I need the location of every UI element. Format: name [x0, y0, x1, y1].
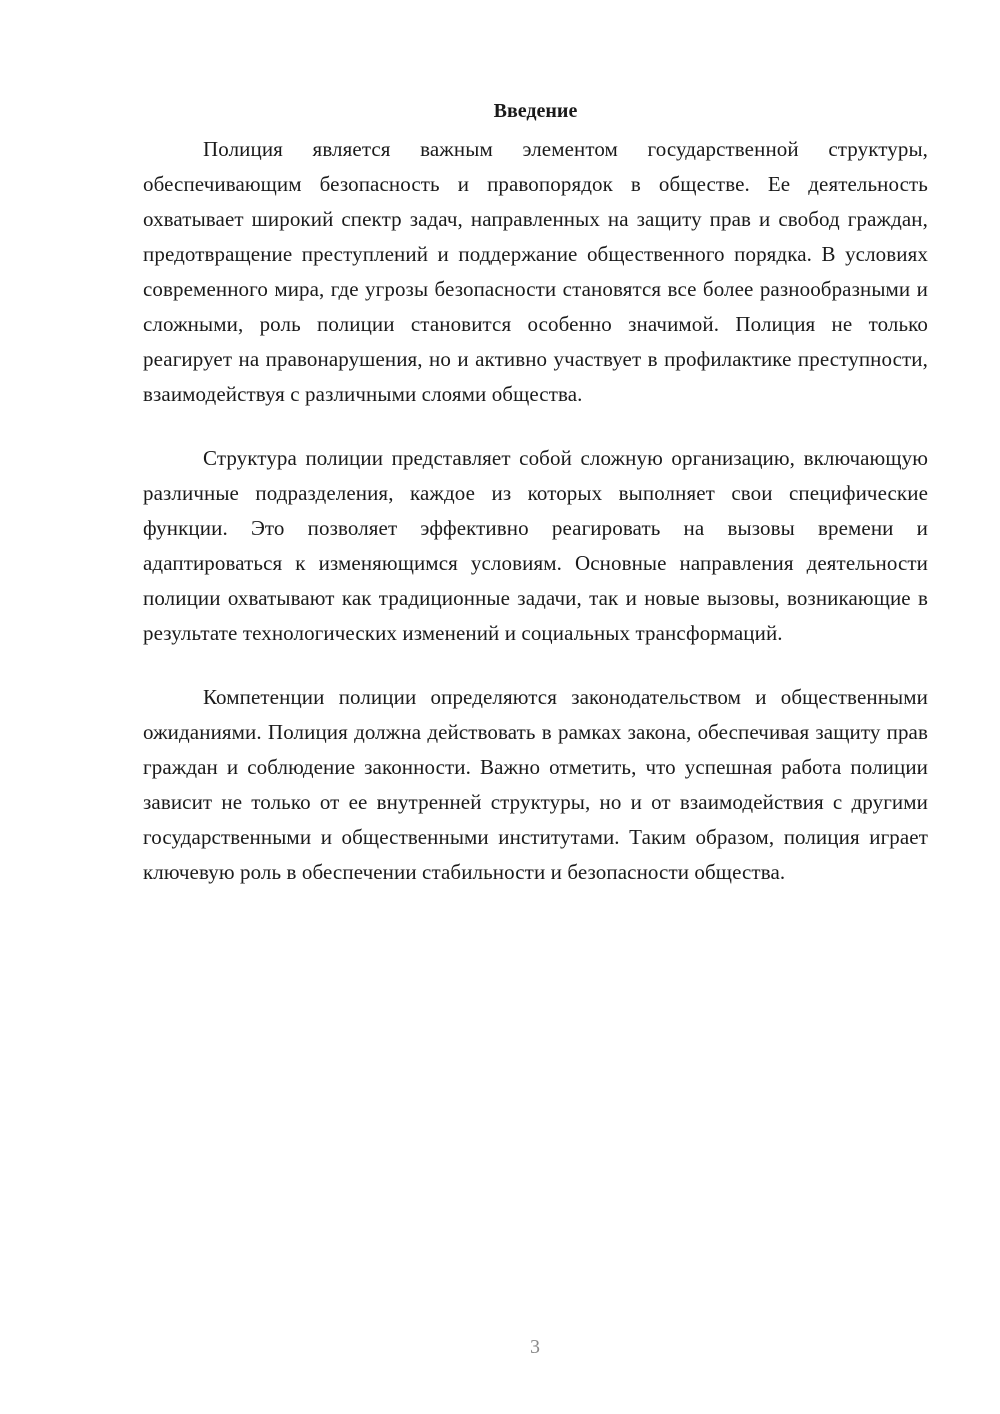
paragraph-2: Структура полиции представляет собой сложную организацию, включающую различные подразделения, каждое из которых выполняет свои специфические функции. Это позволяет эффективно реагировать на вызовы времени и адаптироваться к изменяющимся условиям. Основные направления деятельности полиции охватывают как традиционные задачи, так и новые вызовы, возникающие в результате технологических изменений и социальных трансформаций. — [143, 446, 928, 645]
paragraph-1: Полиция является важным элементом государственной структуры, обеспечивающим безопасность и правопорядок в обществе. Ее деятельность охватывает широкий спектр задач, направленных на защиту прав и свобод граждан, предотвращение преступлений и поддержание общественного порядка. В условиях современного мира, где угрозы безопасности становятся все более разнообразными и сложными, роль полиции становится особенно значимой. Полиция не только реагирует на правонарушения, но и активно участвует в профилактике преступности, взаимодействуя с различными слоями общества. — [143, 137, 928, 406]
section-title: Введение — [493, 100, 578, 122]
page-number: 3 — [530, 1336, 540, 1358]
paragraph-3: Компетенции полиции определяются законодательством и общественными ожиданиями. Полиция должна действовать в рамках закона, обеспечивая защиту прав граждан и соблюдение законности. Важно отметить, что успешная работа полиции зависит не только от ее внутренней структуры, но и от взаимодействия с другими государственными и общественными институтами. Таким образом, полиция играет ключевую роль в обеспечении стабильности и безопасности общества. — [143, 685, 928, 884]
document-body — [143, 96, 928, 919]
